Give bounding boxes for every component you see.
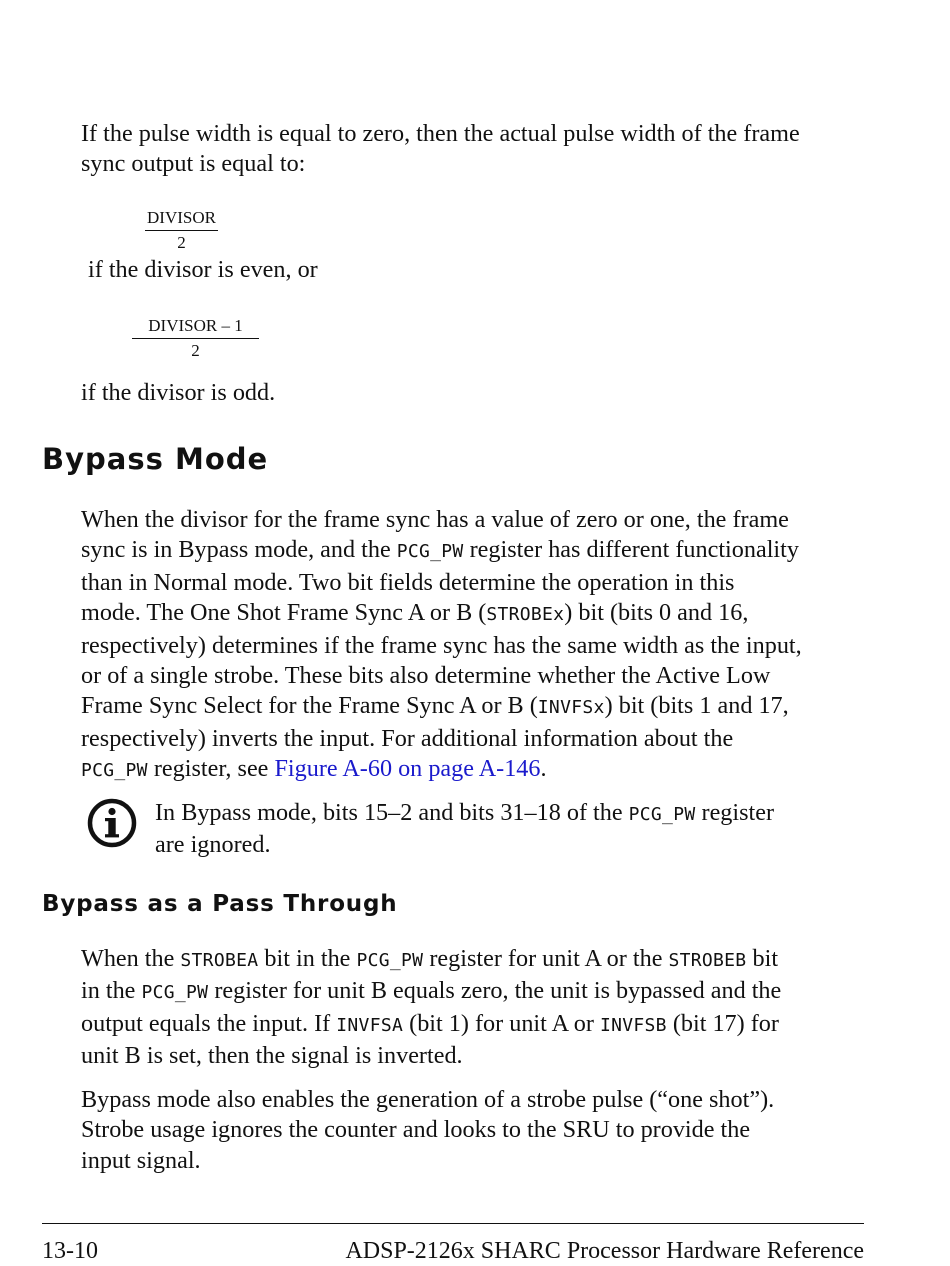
register-code: PCG_PW	[81, 760, 148, 782]
register-code: PCG_PW	[141, 982, 209, 1004]
text-fragment: in the	[81, 977, 142, 1005]
text-fragment: ) bit (bits 1 and 17,	[604, 692, 789, 720]
figure-cross-reference-link[interactable]: Figure A-60 on page A-146	[274, 755, 541, 783]
text-fragment: (bit 17) for	[666, 1009, 779, 1037]
text-fragment: register for unit A or the	[423, 945, 669, 972]
formula-denominator: 2	[191, 341, 200, 360]
text-line: than in Normal mode. Two bit fields determine the operation in this	[81, 568, 735, 596]
subsection-heading-pass-through: Bypass as a Pass Through	[42, 891, 398, 917]
register-code: INVFSx	[537, 697, 605, 719]
text-line: When the divisor for the frame sync has a value of zero or one, the frame	[81, 506, 789, 533]
intro-line: If the pulse width is equal to zero, then the actual pulse width of the frame	[81, 120, 800, 147]
formula-numerator: DIVISOR	[145, 208, 218, 231]
text-line: unit B is set, then the signal is inverted.	[81, 1042, 463, 1070]
text-line: Strobe usage ignores the counter and looks to the SRU to provide the	[81, 1116, 751, 1144]
document-title: ADSP-2126x SHARC Processor Hardware Reference	[345, 1238, 864, 1264]
formula-even	[145, 208, 218, 253]
formula-odd	[132, 316, 259, 361]
page-number: 13-10	[42, 1238, 98, 1264]
text-fragment: (bit 1) for unit A or	[403, 1009, 600, 1037]
text-fragment: In Bypass mode, bits 15–2 and bits 31–18 of the	[155, 799, 629, 826]
text-fragment: bit	[746, 945, 779, 972]
text-fragment: When the	[81, 945, 181, 972]
register-code: PCG_PW	[628, 804, 696, 825]
text-fragment: bit in the	[258, 945, 357, 972]
text-line: respectively) determines if the frame sync has the same width as the input,	[81, 631, 802, 659]
section-heading-bypass-mode: Bypass Mode	[42, 442, 269, 476]
register-code: STROBEx	[486, 604, 565, 626]
formula-denominator: 2	[177, 233, 186, 252]
register-code: INVFSA	[336, 1014, 404, 1036]
text-fragment: .	[540, 755, 547, 783]
info-icon	[86, 797, 138, 849]
text-line: are ignored.	[155, 831, 271, 859]
text-line: Bypass mode also enables the generation of a strobe pulse (“one shot”).	[81, 1086, 775, 1113]
text-fragment: register, see	[147, 755, 275, 783]
intro-paragraph	[81, 119, 871, 180]
text-fragment: register for unit B equals zero, the unit is bypassed and the	[208, 977, 782, 1005]
text-fragment: output equals the input. If	[81, 1009, 337, 1037]
pass-through-paragraph	[81, 944, 871, 1072]
text-line: input signal.	[81, 1146, 201, 1174]
text-fragment: Frame Sync Select for the Frame Sync A or B (	[81, 692, 538, 720]
strobe-paragraph	[81, 1085, 871, 1176]
footer-divider	[42, 1223, 864, 1224]
register-code: PCG_PW	[356, 950, 424, 971]
text-fragment: mode. The One Shot Frame Sync A or B (	[81, 599, 487, 627]
note-text	[155, 798, 865, 861]
formula-odd-caption: if the divisor is odd.	[81, 379, 276, 406]
register-code: STROBEA	[180, 950, 259, 971]
register-code: STROBEB	[668, 950, 747, 971]
text-fragment: ) bit (bits 0 and 16,	[564, 599, 749, 627]
register-code: PCG_PW	[396, 541, 464, 563]
bypass-mode-paragraph	[81, 505, 871, 787]
text-fragment: register has different functionality	[463, 536, 799, 564]
text-fragment: sync is in Bypass mode, and the	[81, 536, 397, 564]
text-line: or of a single strobe. These bits also determine whether the Active Low	[81, 662, 771, 690]
text-fragment: register	[695, 799, 775, 826]
intro-line: sync output is equal to:	[81, 150, 306, 178]
text-line: respectively) inverts the input. For additional information about the	[81, 724, 734, 752]
formula-numerator: DIVISOR – 1	[132, 316, 259, 339]
formula-even-caption: if the divisor is even, or	[88, 256, 318, 283]
register-code: INVFSB	[599, 1014, 667, 1036]
